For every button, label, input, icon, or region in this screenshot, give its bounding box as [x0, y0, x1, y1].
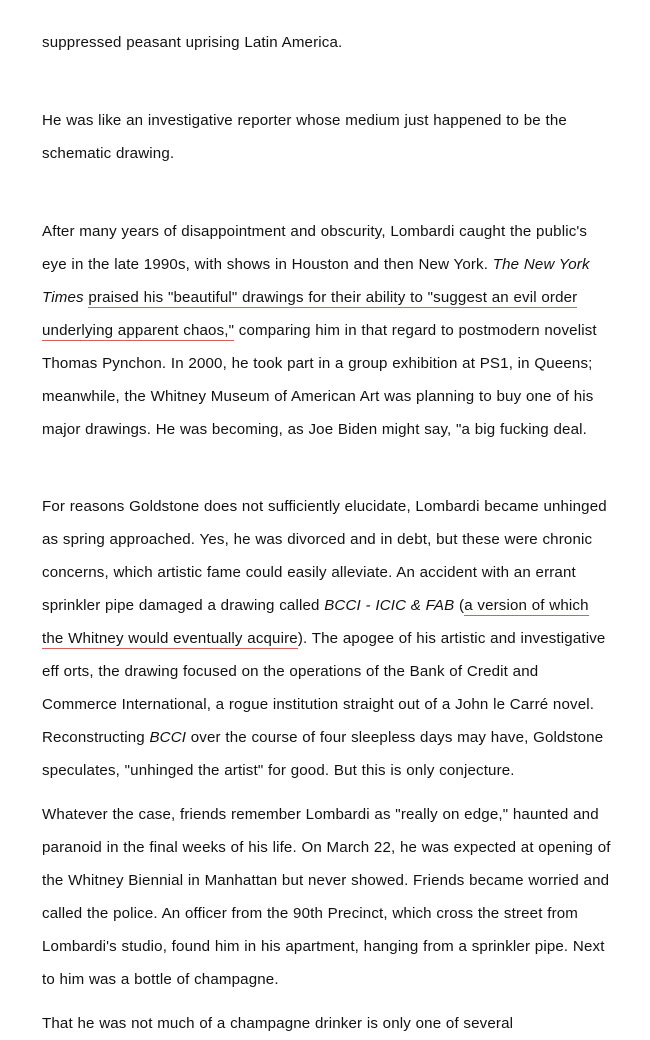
link-nyt-quote[interactable]: praised his "beautiful" drawings for their ability to "suggest an evil order underlying apparent chaos,"	[42, 289, 578, 339]
text-run: suppressed peasant uprising Latin America.	[42, 34, 343, 51]
text-run: That he was not much of a champagne drinker is only one of several	[42, 1015, 514, 1032]
paragraph-unhinged-spring	[42, 490, 612, 787]
text-run: After many years of disappointment and obscurity, Lombardi caught the public's eye in the late 1990s, with shows in Houston and then New York.	[42, 223, 588, 273]
link-whitney-acquire[interactable]: a version of which the Whitney would eventually acquire	[42, 597, 589, 647]
paragraph-peasant-uprising	[42, 26, 612, 59]
text-run: over the course of four sleepless days may have, Goldstone speculates, "unhinged the artist" for good. But this is only conjecture.	[42, 729, 604, 779]
paragraph-lombardi-fame	[42, 215, 612, 446]
italic-publication-title: The New York Times	[42, 256, 590, 306]
italic-artwork-title-bcci: BCCI	[149, 729, 187, 746]
italic-artwork-title-bcci-icic-fab: BCCI - ICIC & FAB	[324, 597, 455, 614]
paragraph-really-on-edge	[42, 798, 612, 996]
text-run: ). The apogee of his artistic and investigative eff orts, the drawing focused on the operations of the Bank of Credit and Commerce International, a rogue institution straight out of a John le Carré novel. Reconstructing	[42, 630, 606, 746]
text-run: Whatever the case, friends remember Lombardi as "really on edge," haunted and paranoid in the final weeks of his life. On March 22, he was expected at opening of the Whitney Biennial in Manhattan but never showed. Friends became worried and called the police. An officer from the 90th Precinct, which cross the street from Lombardi's studio, found him in his apartment, hanging from a sprinkler pipe. Next to him was a bottle of champagne.	[42, 806, 611, 988]
paragraph-investigative-reporter	[42, 104, 612, 170]
document-body	[42, 26, 612, 1040]
text-run: He was like an investigative reporter whose medium just happened to be the schematic drawing.	[42, 112, 567, 162]
text-run: For reasons Goldstone does not sufficiently elucidate, Lombardi became unhinged as spring approached. Yes, he was divorced and in debt, but these were chronic concerns, which artistic fame could easily alleviate. An accident with an errant sprinkler pipe damaged a drawing called	[42, 498, 607, 614]
text-run: (	[454, 597, 465, 614]
text-run: comparing him in that regard to postmodern novelist Thomas Pynchon. In 2000, he took part in a group exhibition at PS1, in Queens; meanwhile, the Whitney Museum of American Art was planning to buy one of his major drawings. He was becoming, as Joe Biden might say, "a big fucking deal.	[42, 322, 597, 438]
paragraph-champagne-drinker	[42, 1007, 612, 1040]
